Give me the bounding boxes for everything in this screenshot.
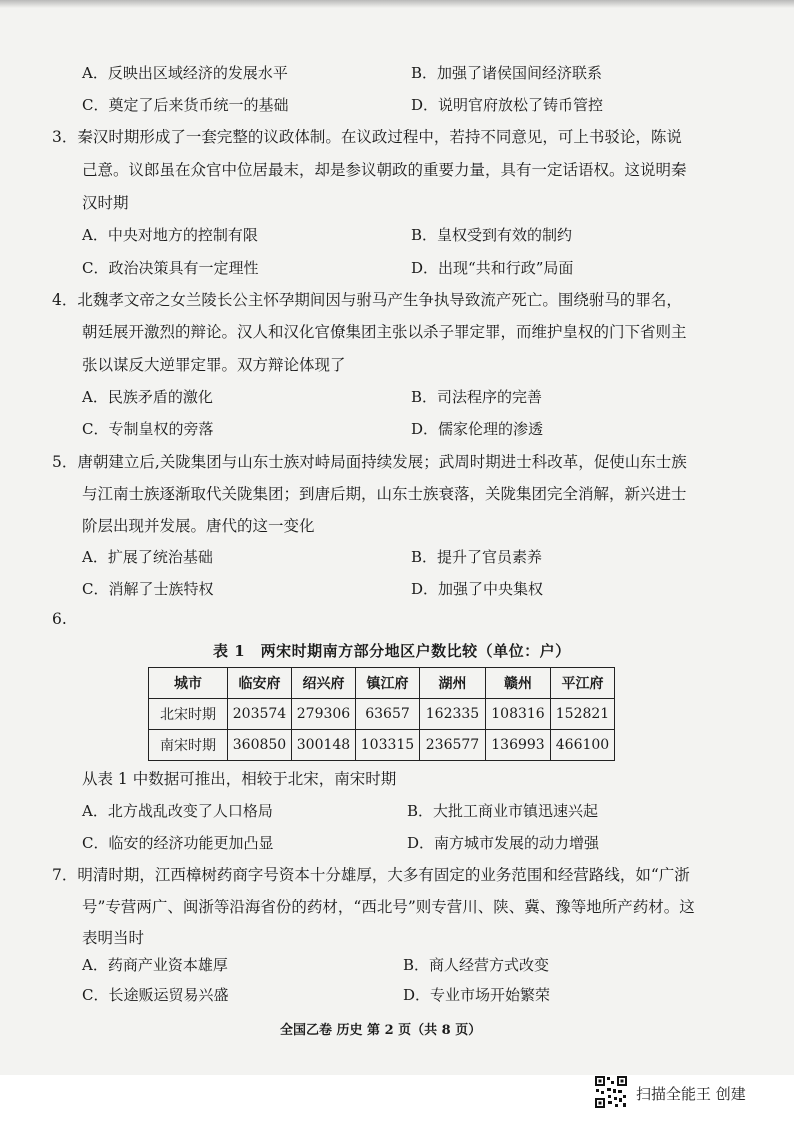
q6-option-c: C．临安的经济功能更加凸显 <box>82 834 274 852</box>
q6-option-b: B．大批工商业市镇迅速兴起 <box>407 802 599 820</box>
table-cell: 136993 <box>486 730 551 761</box>
table-cell: 279306 <box>292 699 356 730</box>
table-cell: 236577 <box>420 730 486 761</box>
q4-option-b: B．司法程序的完善 <box>411 388 543 406</box>
table-row <box>149 730 615 761</box>
q3-stem-line-3: 汉时期 <box>82 194 129 212</box>
scan-edge <box>0 0 794 8</box>
q3-option-b: B．皇权受到有效的制约 <box>411 226 573 244</box>
q5-option-d: D．加强了中央集权 <box>411 580 544 598</box>
q7-option-d: D．专业市场开始繁荣 <box>403 986 551 1004</box>
table-cell: 152821 <box>551 699 615 730</box>
table-header-cell: 绍兴府 <box>292 668 356 699</box>
page-footer: 全国乙卷 历史 第 2 页（共 8 页） <box>280 1023 482 1038</box>
table-cell: 300148 <box>292 730 356 761</box>
q7-option-a: A．药商产业资本雄厚 <box>82 956 228 974</box>
household-table <box>148 667 615 761</box>
q3-option-a: A．中央对地方的控制有限 <box>82 226 258 244</box>
q4-stem-line-3: 张以谋反大逆罪定罪。双方辩论体现了 <box>82 356 346 374</box>
table-cell: 108316 <box>486 699 551 730</box>
table-header-cell: 湖州 <box>420 668 486 699</box>
table-cell: 466100 <box>551 730 615 761</box>
q4-option-a: A．民族矛盾的激化 <box>82 388 213 406</box>
table-row <box>149 699 615 730</box>
q6-number: 6. <box>52 610 67 628</box>
q7-stem-line-2: 号”专营两广、闽浙等沿海省份的药材，“西北号”则专营川、陕、冀、豫等地所产药材。这 <box>82 898 695 916</box>
q2-option-b: B．加强了诸侯国间经济联系 <box>411 64 603 82</box>
q2-option-a: A．反映出区域经济的发展水平 <box>82 64 288 82</box>
table-cell: 103315 <box>356 730 420 761</box>
q7-stem-line-1: 7．明清时期，江西樟树药商字号资本十分雄厚，大多有固定的业务范围和经营路线，如“广浙 <box>52 866 690 884</box>
q3-stem-line-2: 己意。议郎虽在众官中位居最末，却是参议朝政的重要力量，具有一定话语权。这说明秦 <box>82 161 687 179</box>
q3-option-d: D．出现“共和行政”局面 <box>411 259 574 277</box>
watermark-text: 扫描全能王 创建 <box>636 1085 746 1103</box>
q5-option-a: A．扩展了统治基础 <box>82 548 213 566</box>
q5-option-b: B．提升了官员素养 <box>411 548 543 566</box>
qr-code-icon <box>594 1075 628 1109</box>
q6-option-a: A．北方战乱改变了人口格局 <box>82 802 273 820</box>
q7-option-c: C．长途贩运贸易兴盛 <box>82 986 229 1004</box>
table-header-row <box>149 668 615 699</box>
table-cell: 63657 <box>356 699 420 730</box>
q5-option-c: C．消解了士族特权 <box>82 580 214 598</box>
q5-stem-line-1: 5．唐朝建立后,关陇集团与山东士族对峙局面持续发展；武周时期进士科改革，促使山东士族 <box>52 453 687 471</box>
q7-option-b: B．商人经营方式改变 <box>403 956 550 974</box>
table-caption: 表 1 两宋时期南方部分地区户数比较（单位：户） <box>213 642 571 660</box>
q2-option-c: C．奠定了后来货币统一的基础 <box>82 96 289 114</box>
table-cell: 北宋时期 <box>149 699 228 730</box>
q4-stem-line-2: 朝廷展开激烈的辩论。汉人和汉化官僚集团主张以杀子罪定罪，而维护皇权的门下省则主 <box>82 323 687 341</box>
table-cell: 360850 <box>228 730 292 761</box>
q5-stem-line-3: 阶层出现并发展。唐代的这一变化 <box>82 517 315 535</box>
q6-option-d: D．南方城市发展的动力增强 <box>407 834 600 852</box>
q4-option-d: D．儒家伦理的渗透 <box>411 420 544 438</box>
table-cell: 162335 <box>420 699 486 730</box>
table-header-cell: 平江府 <box>551 668 615 699</box>
q7-stem-line-3: 表明当时 <box>82 929 145 947</box>
table-cell: 南宋时期 <box>149 730 228 761</box>
q4-stem-line-1: 4．北魏孝文帝之女兰陵长公主怀孕期间因与驸马产生争执导致流产死亡。围绕驸马的罪名， <box>52 291 682 309</box>
table-cell: 203574 <box>228 699 292 730</box>
q3-stem-line-1: 3．秦汉时期形成了一套完整的议政体制。在议政过程中，若持不同意见，可上书驳论，陈说 <box>52 128 682 146</box>
q3-option-c: C．政治决策具有一定理性 <box>82 259 259 277</box>
table-header-cell: 临安府 <box>228 668 292 699</box>
q4-option-c: C．专制皇权的旁落 <box>82 420 214 438</box>
table-header-cell: 赣州 <box>486 668 551 699</box>
q6-stem: 从表 1 中数据可推出，相较于北宋，南宋时期 <box>82 770 397 788</box>
q2-option-d: D．说明官府放松了铸币管控 <box>411 96 604 114</box>
table-header-cell: 镇江府 <box>356 668 420 699</box>
q5-stem-line-2: 与江南士族逐渐取代关陇集团；到唐后期，山东士族衰落，关陇集团完全消解，新兴进士 <box>82 485 687 503</box>
table-header-cell: 城市 <box>149 668 228 699</box>
